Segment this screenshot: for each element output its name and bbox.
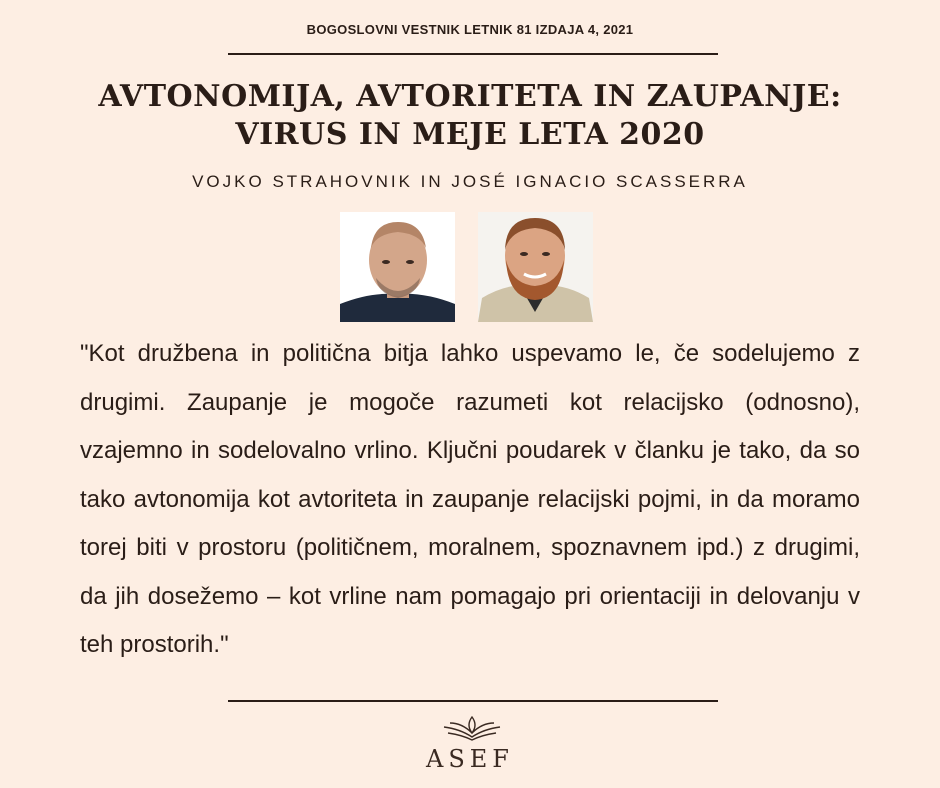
brand-name: ASEF [426,745,514,773]
author-photo-1 [340,212,455,322]
title-line-2: VIRUS IN MEJE LETA 2020 [235,117,705,152]
article-title [40,78,900,154]
article-quote: "Kot družbena in politična bitja lahko uspevamo le, če sodelujemo z drugimi. Zaupanje je mogoče razumeti kot relacijsko (odnosno), vzajemno in sodelovalno vrlino. Ključni poudarek v članku je tako, da so tako avtonomija kot avtoriteta in zaupanje relacijski pojmi, in da moramo torej biti v prostoru (političnem, moralnem, spoznavnem ipd.) z drugimi, da jih dosežemo – kot vrline nam pomagajo pri orientaciji in delovanju v teh prostorih." [80,340,860,658]
title-line-1: AVTONOMIJA, AVTORITETA IN ZAUPANJE: [98,79,842,114]
lotus-icon [440,713,504,741]
authors: VOJKO STRAHOVNIK IN JOSÉ IGNACIO SCASSERRA [192,172,748,191]
author-photo-2 [478,212,593,322]
bottom-divider [228,700,718,702]
top-divider [228,53,718,55]
journal-info: BOGOSLOVNI VESTNIK LETNIK 81 IZDAJA 4, 2021 [306,22,634,37]
